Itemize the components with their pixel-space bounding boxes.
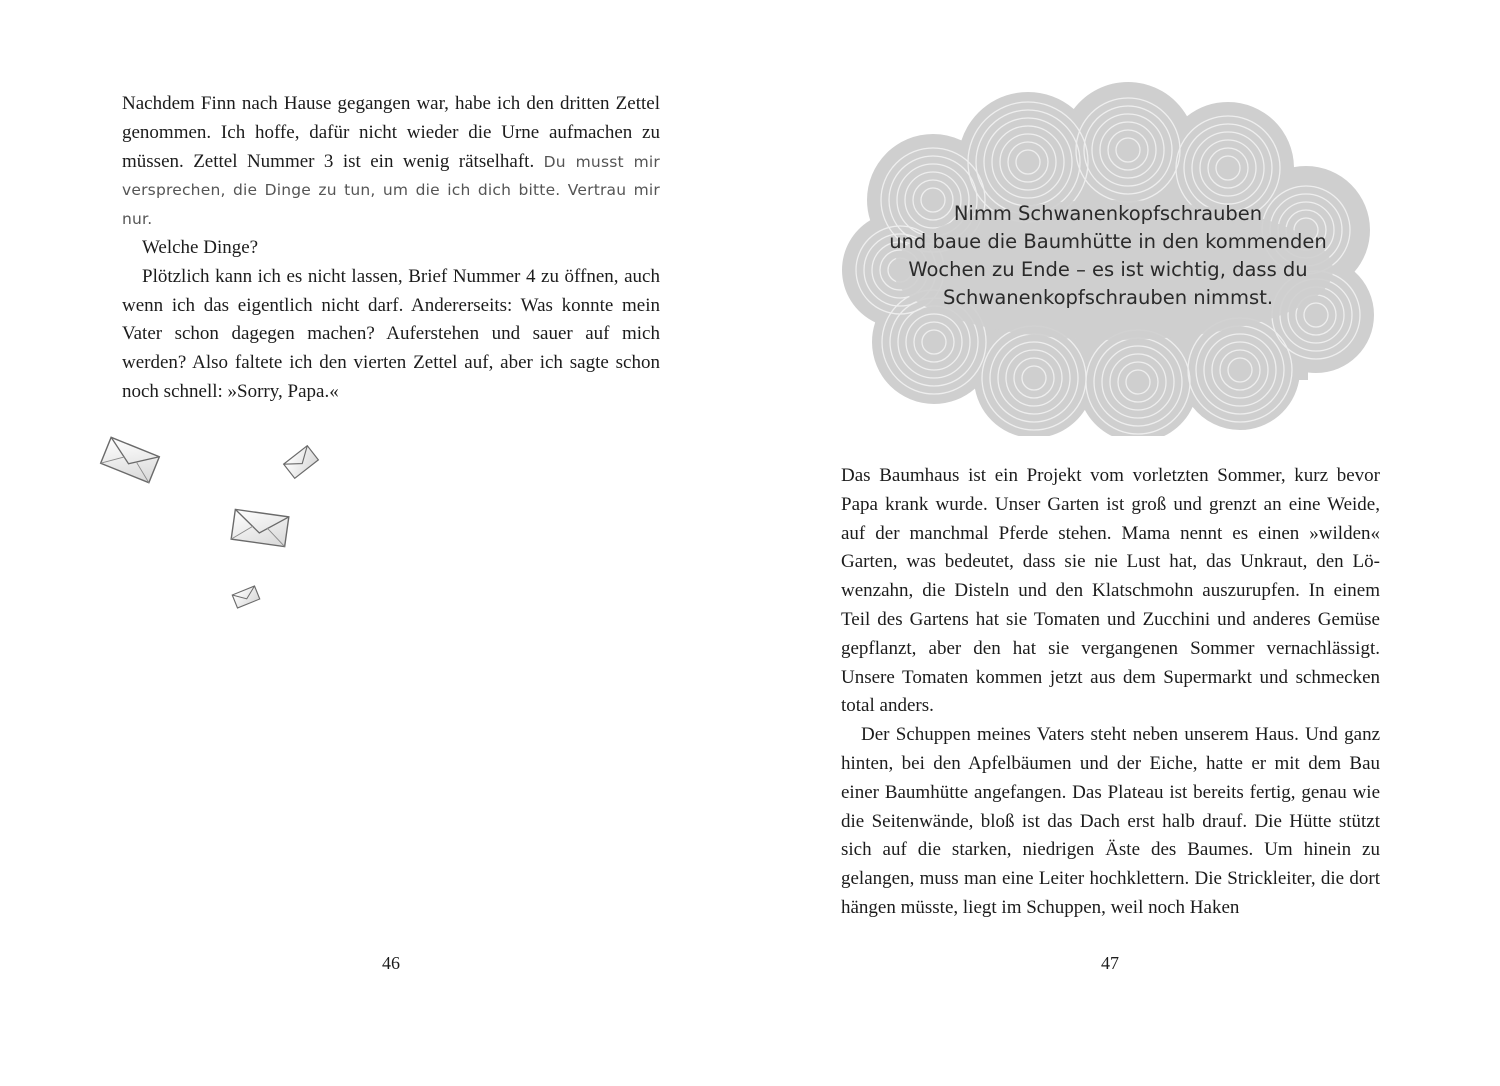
cloud-note <box>838 80 1378 436</box>
cloud-note-line: Nimm Schwanenkopfschrauben <box>953 202 1263 225</box>
paragraph-2: Welche Dinge? <box>142 236 259 258</box>
paragraph-5: Der Schuppen meines Vaters steht neben unserem Haus. Und ganz hinten, bei den Apfelbäumen und der Eiche, hatte er mit dem Bau einer Baumhütte angefangen. Das Plateau ist bereits fertig, genau wie die Seitenwände, bloß ist das Dach erst halb drauf. Die Hütte stützt sich auf die starken, niedrigen Äste des Baumes. Um hinein zu gelangen, muss man eine Leiter hochklettern. Die Strickleiter, die dort hängen müsste, liegt im Schuppen, weil noch Haken <box>841 724 1380 918</box>
cloud-note-line: Schwanenkopfschrauben nimmst. <box>942 286 1274 309</box>
page-number-left: 46 <box>382 953 400 973</box>
paragraph-1-text: Nachdem Finn nach Hause gegangen war, habe ich den dritten Zettel genommen. Ich hoffe, dafür nicht wieder die Urne aufmachen zu müssen. Zettel Nummer 3 ist ein wenig rätselhaft. <box>122 93 660 172</box>
cloud-note-line: Wochen zu Ende – es ist wichtig, dass du <box>908 258 1308 281</box>
flying-envelopes-illustration <box>0 0 750 700</box>
paragraph-3: Plötzlich kann ich es nicht lassen, Brief Nummer 4 zu öffnen, auch wenn ich das eigentlich nicht darf. Andererseits: Was konnte mein Vater schon dagegen machen? Auferstehen und sauer auf mich werden? Also faltete ich den vierten Zettel auf, aber ich sagte schon noch schnell: »Sorry, Papa.« <box>122 265 660 402</box>
cloud-note-text <box>878 200 1338 312</box>
page-number-right: 47 <box>1101 953 1119 973</box>
right-page <box>750 0 1500 1086</box>
handwritten-note: Du musst mir versprechen, die Dinge zu tun, um die ich dich bitte. Vertrau mir nur. <box>122 152 660 229</box>
paragraph-4: Das Baumhaus ist ein Projekt vom vorletzten Sommer, kurz bevor Papa krank wurde. Unser Garten ist groß und grenzt an eine Weide, auf der manchmal Pferde stehen. Mama nennt es einen »wilden« Garten, was bedeutet, dass sie nie Lust hat, das Unkraut, den Löwenzahn, die Disteln und den Klatschmohn auszurupfen. In einem Teil des Gartens hat sie Tomaten und Zucchini und anderes Gemüse gepflanzt, aber den hat sie vergangenen Sommer vernachlässigt. Unsere Tomaten kommen jetzt aus dem Supermarkt und schmecken total anders. <box>841 465 1380 717</box>
right-page-text <box>841 462 1380 923</box>
envelope-icon <box>284 446 319 479</box>
envelope-icon <box>231 509 289 546</box>
envelope-icon <box>232 586 259 608</box>
cloud-note-line: und baue die Baumhütte in den kommenden <box>889 230 1327 253</box>
envelope-icon <box>101 437 160 482</box>
